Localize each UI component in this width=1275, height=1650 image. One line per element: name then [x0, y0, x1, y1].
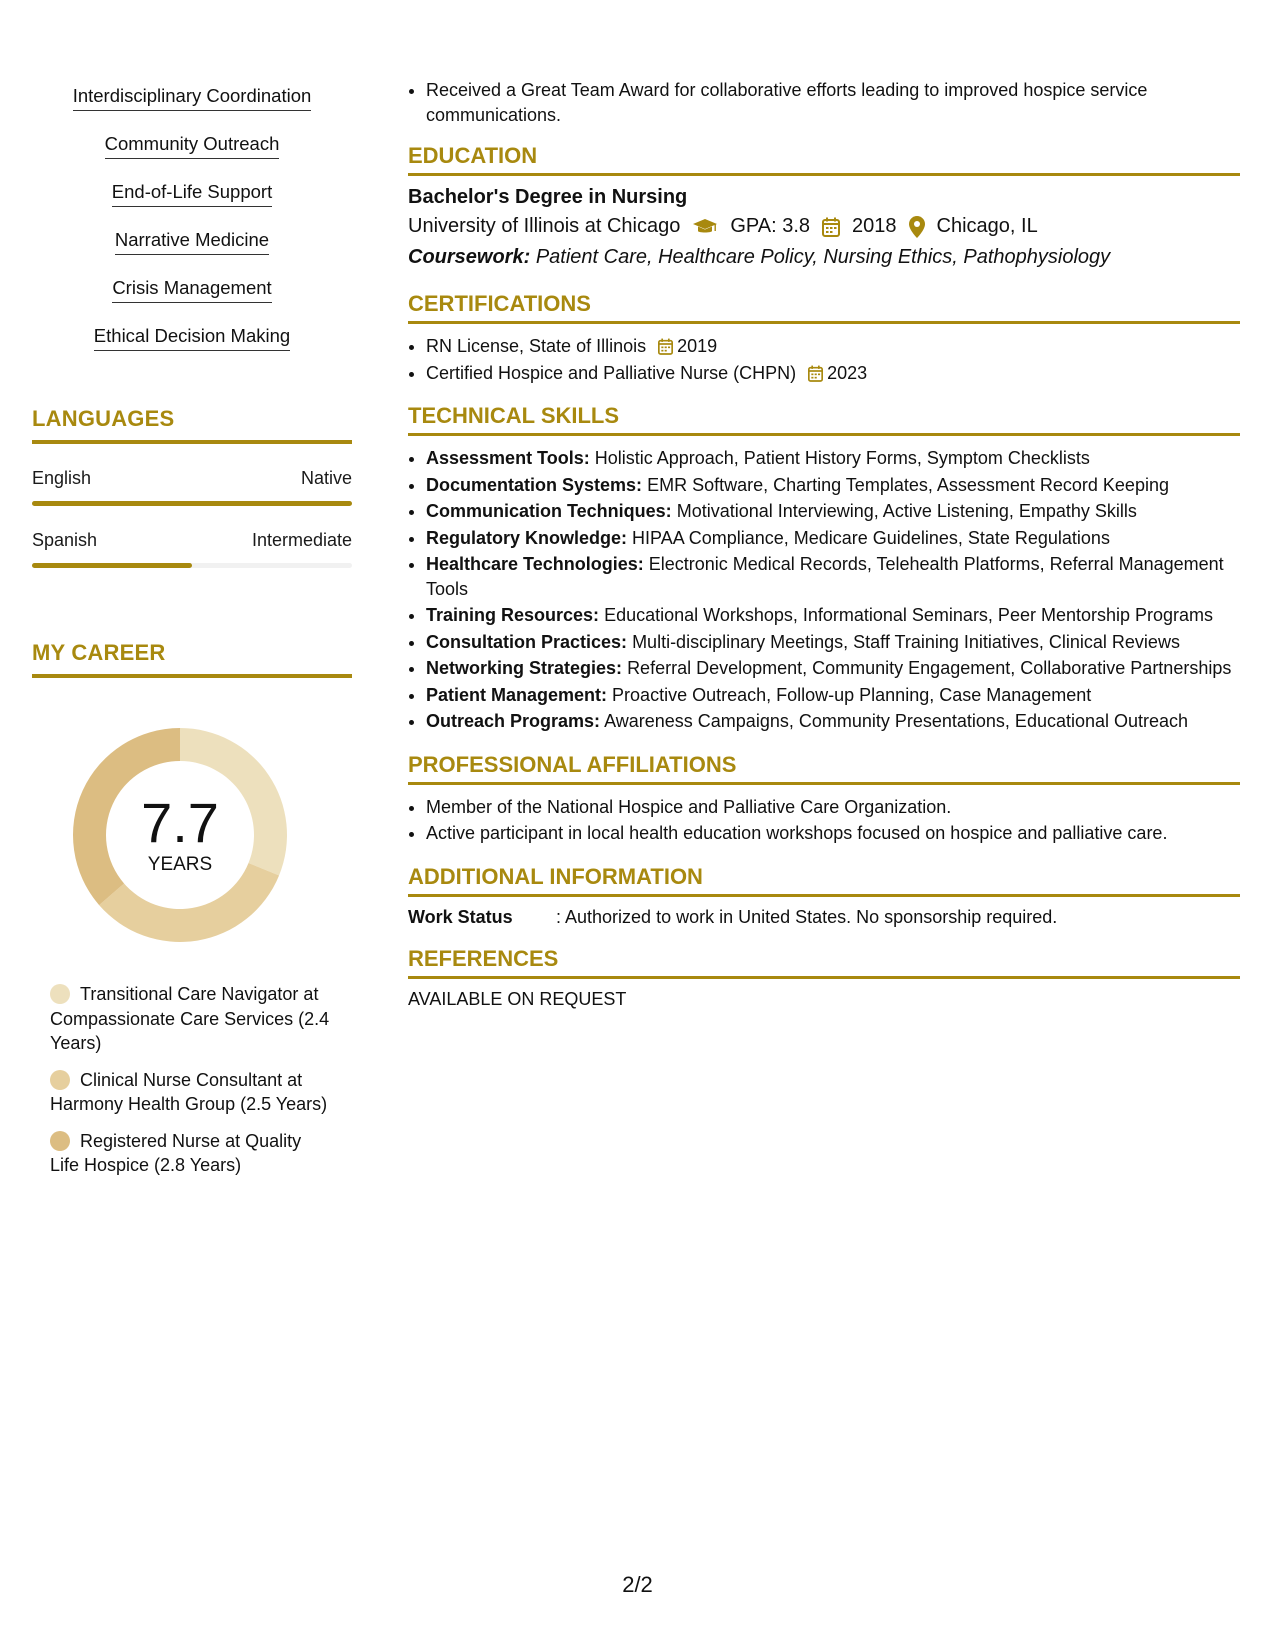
references-title: REFERENCES [408, 946, 1240, 979]
references-section [408, 946, 1240, 1010]
skill-details: Proactive Outreach, Follow-up Planning, Case Management [612, 684, 1092, 705]
career-item-text: Clinical Nurse Consultant at Harmony Health Group (2.5 Years) [50, 1069, 328, 1114]
career-list [50, 982, 330, 1178]
affiliation-item: • Active participant in local health education workshops focused on hospice and palliative care. [426, 821, 1240, 846]
affiliations-list [408, 795, 1240, 846]
technical-skill-item [426, 552, 1240, 601]
school-location: Chicago, IL [936, 215, 1038, 237]
skill-details: Electronic Medical Records, Telehealth Platforms, Referral Management Tools [426, 554, 1224, 599]
certifications-section [408, 291, 1240, 385]
education-details [408, 215, 1240, 238]
left-column [32, 78, 352, 1190]
language-item [32, 530, 352, 568]
experience-continued [408, 78, 1240, 127]
education-section [408, 143, 1240, 269]
career-item [50, 982, 330, 1056]
languages-title: LANGUAGES [32, 406, 352, 444]
language-level: Native [300, 468, 352, 488]
skill-tag: Narrative Medicine [115, 228, 269, 255]
technical-skill-item [426, 603, 1240, 628]
skill-category: Training Resources: [426, 605, 600, 625]
skill-details: HIPAA Compliance, Medicare Guidelines, State Regulations [632, 527, 1110, 548]
calendar-icon [822, 217, 840, 237]
skill-details: EMR Software, Charting Templates, Assessment Record Keeping [647, 474, 1169, 495]
location-pin-icon [909, 216, 925, 238]
additional-info-title: ADDITIONAL INFORMATION [408, 864, 1240, 897]
graduation-year: 2018 [852, 215, 897, 237]
skill-tag: Ethical Decision Making [94, 324, 290, 351]
technical-skill-item [426, 526, 1240, 551]
skill-category: Networking Strategies: [426, 658, 623, 678]
skill-details: Awareness Campaigns, Community Presentations, Educational Outreach [604, 711, 1189, 731]
technical-skill-item [426, 709, 1240, 734]
language-name: English [32, 468, 92, 488]
certifications-list [408, 334, 1240, 385]
language-item [32, 468, 352, 506]
career-dot [50, 984, 70, 1004]
certification-year: 2023 [827, 362, 868, 383]
skill-tag: Interdisciplinary Coordination [73, 84, 312, 111]
skill-tag: Crisis Management [112, 276, 271, 303]
references-text: AVAILABLE ON REQUEST [408, 988, 627, 1009]
technical-skill-item [426, 630, 1240, 655]
affiliations-title: PROFESSIONAL AFFILIATIONS [408, 752, 1240, 785]
skill-details: Referral Development, Community Engagement, Collaborative Partnerships [627, 658, 1232, 678]
career-dot [50, 1131, 70, 1151]
certifications-title: CERTIFICATIONS [408, 291, 1240, 324]
technical-skill-item [426, 656, 1240, 681]
language-bar-fill [32, 563, 192, 568]
technical-skill-item [426, 446, 1240, 471]
technical-skills-section [408, 403, 1240, 734]
coursework [408, 246, 1240, 269]
coursework-list: Patient Care, Healthcare Policy, Nursing Ethics, Pathophysiology [535, 246, 1111, 268]
degree: Bachelor's Degree in Nursing [408, 186, 688, 208]
career-item [50, 1129, 330, 1178]
gpa: GPA: 3.8 [730, 215, 811, 237]
coursework-label: Coursework: [408, 246, 531, 268]
languages-section [32, 406, 352, 568]
technical-skills-list [408, 446, 1240, 734]
graduation-cap-icon [692, 218, 718, 236]
language-level: Intermediate [251, 530, 352, 550]
skill-category: Healthcare Technologies: [426, 554, 644, 574]
skill-details: Motivational Interviewing, Active Listening, Empathy Skills [676, 501, 1137, 521]
career-item-text: Transitional Care Navigator at Compassionate Care Services (2.4 Years) [50, 984, 330, 1053]
certification-year: 2019 [677, 336, 718, 356]
skill-category: Communication Techniques: [426, 501, 672, 521]
language-bar [32, 563, 352, 568]
career-title: MY CAREER [32, 640, 352, 678]
skill-category: Consultation Practices: [426, 631, 628, 652]
page-number: 2/2 [622, 1572, 653, 1597]
career-section [32, 640, 352, 1178]
career-unit: YEARS [147, 854, 213, 875]
certification-item [426, 334, 1240, 359]
language-name: Spanish [32, 530, 98, 550]
skill-tags [32, 78, 352, 366]
technical-skill-item [426, 499, 1240, 524]
skill-category: Outreach Programs: [426, 711, 601, 731]
school: University of Illinois at Chicago [408, 215, 681, 237]
work-status-label: Work Status [408, 906, 513, 927]
language-bar-fill [32, 501, 352, 506]
education-title: EDUCATION [408, 143, 1240, 176]
career-donut [67, 722, 293, 948]
language-bar [32, 501, 352, 506]
technical-skill-item [426, 473, 1240, 498]
career-item-text: Registered Nurse at Quality Life Hospice (2.8 Years) [50, 1130, 302, 1175]
skill-details: Educational Workshops, Informational Seminars, Peer Mentorship Programs [604, 605, 1214, 625]
career-total: 7.7 [141, 791, 219, 854]
skill-details: Holistic Approach, Patient History Forms, Symptom Checklists [594, 448, 1090, 468]
skill-category: Regulatory Knowledge: [426, 527, 628, 548]
right-column [408, 78, 1240, 1010]
skill-category: Patient Management: [426, 684, 608, 705]
skill-category: Assessment Tools: [426, 448, 590, 468]
achievement-bullet: • Received a Great Team Award for collaborative efforts leading to improved hospice service communications. [426, 78, 1240, 127]
work-status-value: : Authorized to work in United States. No sponsorship required. [556, 906, 1058, 927]
additional-info-section [408, 864, 1240, 928]
certification-name: RN License, State of Illinois [426, 336, 647, 356]
technical-skill-item [426, 683, 1240, 708]
technical-skills-title: TECHNICAL SKILLS [408, 403, 1240, 436]
work-status-row [408, 907, 1240, 928]
skill-tag: End-of-Life Support [112, 180, 272, 207]
career-item [50, 1068, 330, 1117]
certification-name: Certified Hospice and Palliative Nurse (CHPN) [426, 362, 797, 383]
skill-tag: Community Outreach [105, 132, 280, 159]
career-dot [50, 1070, 70, 1090]
calendar-icon [658, 338, 673, 355]
calendar-icon [808, 365, 823, 382]
affiliation-item: • Member of the National Hospice and Palliative Care Organization. [426, 795, 1240, 820]
skill-category: Documentation Systems: [426, 474, 643, 495]
skill-details: Multi-disciplinary Meetings, Staff Training Initiatives, Clinical Reviews [632, 631, 1180, 652]
affiliations-section [408, 752, 1240, 846]
certification-item [426, 361, 1240, 386]
